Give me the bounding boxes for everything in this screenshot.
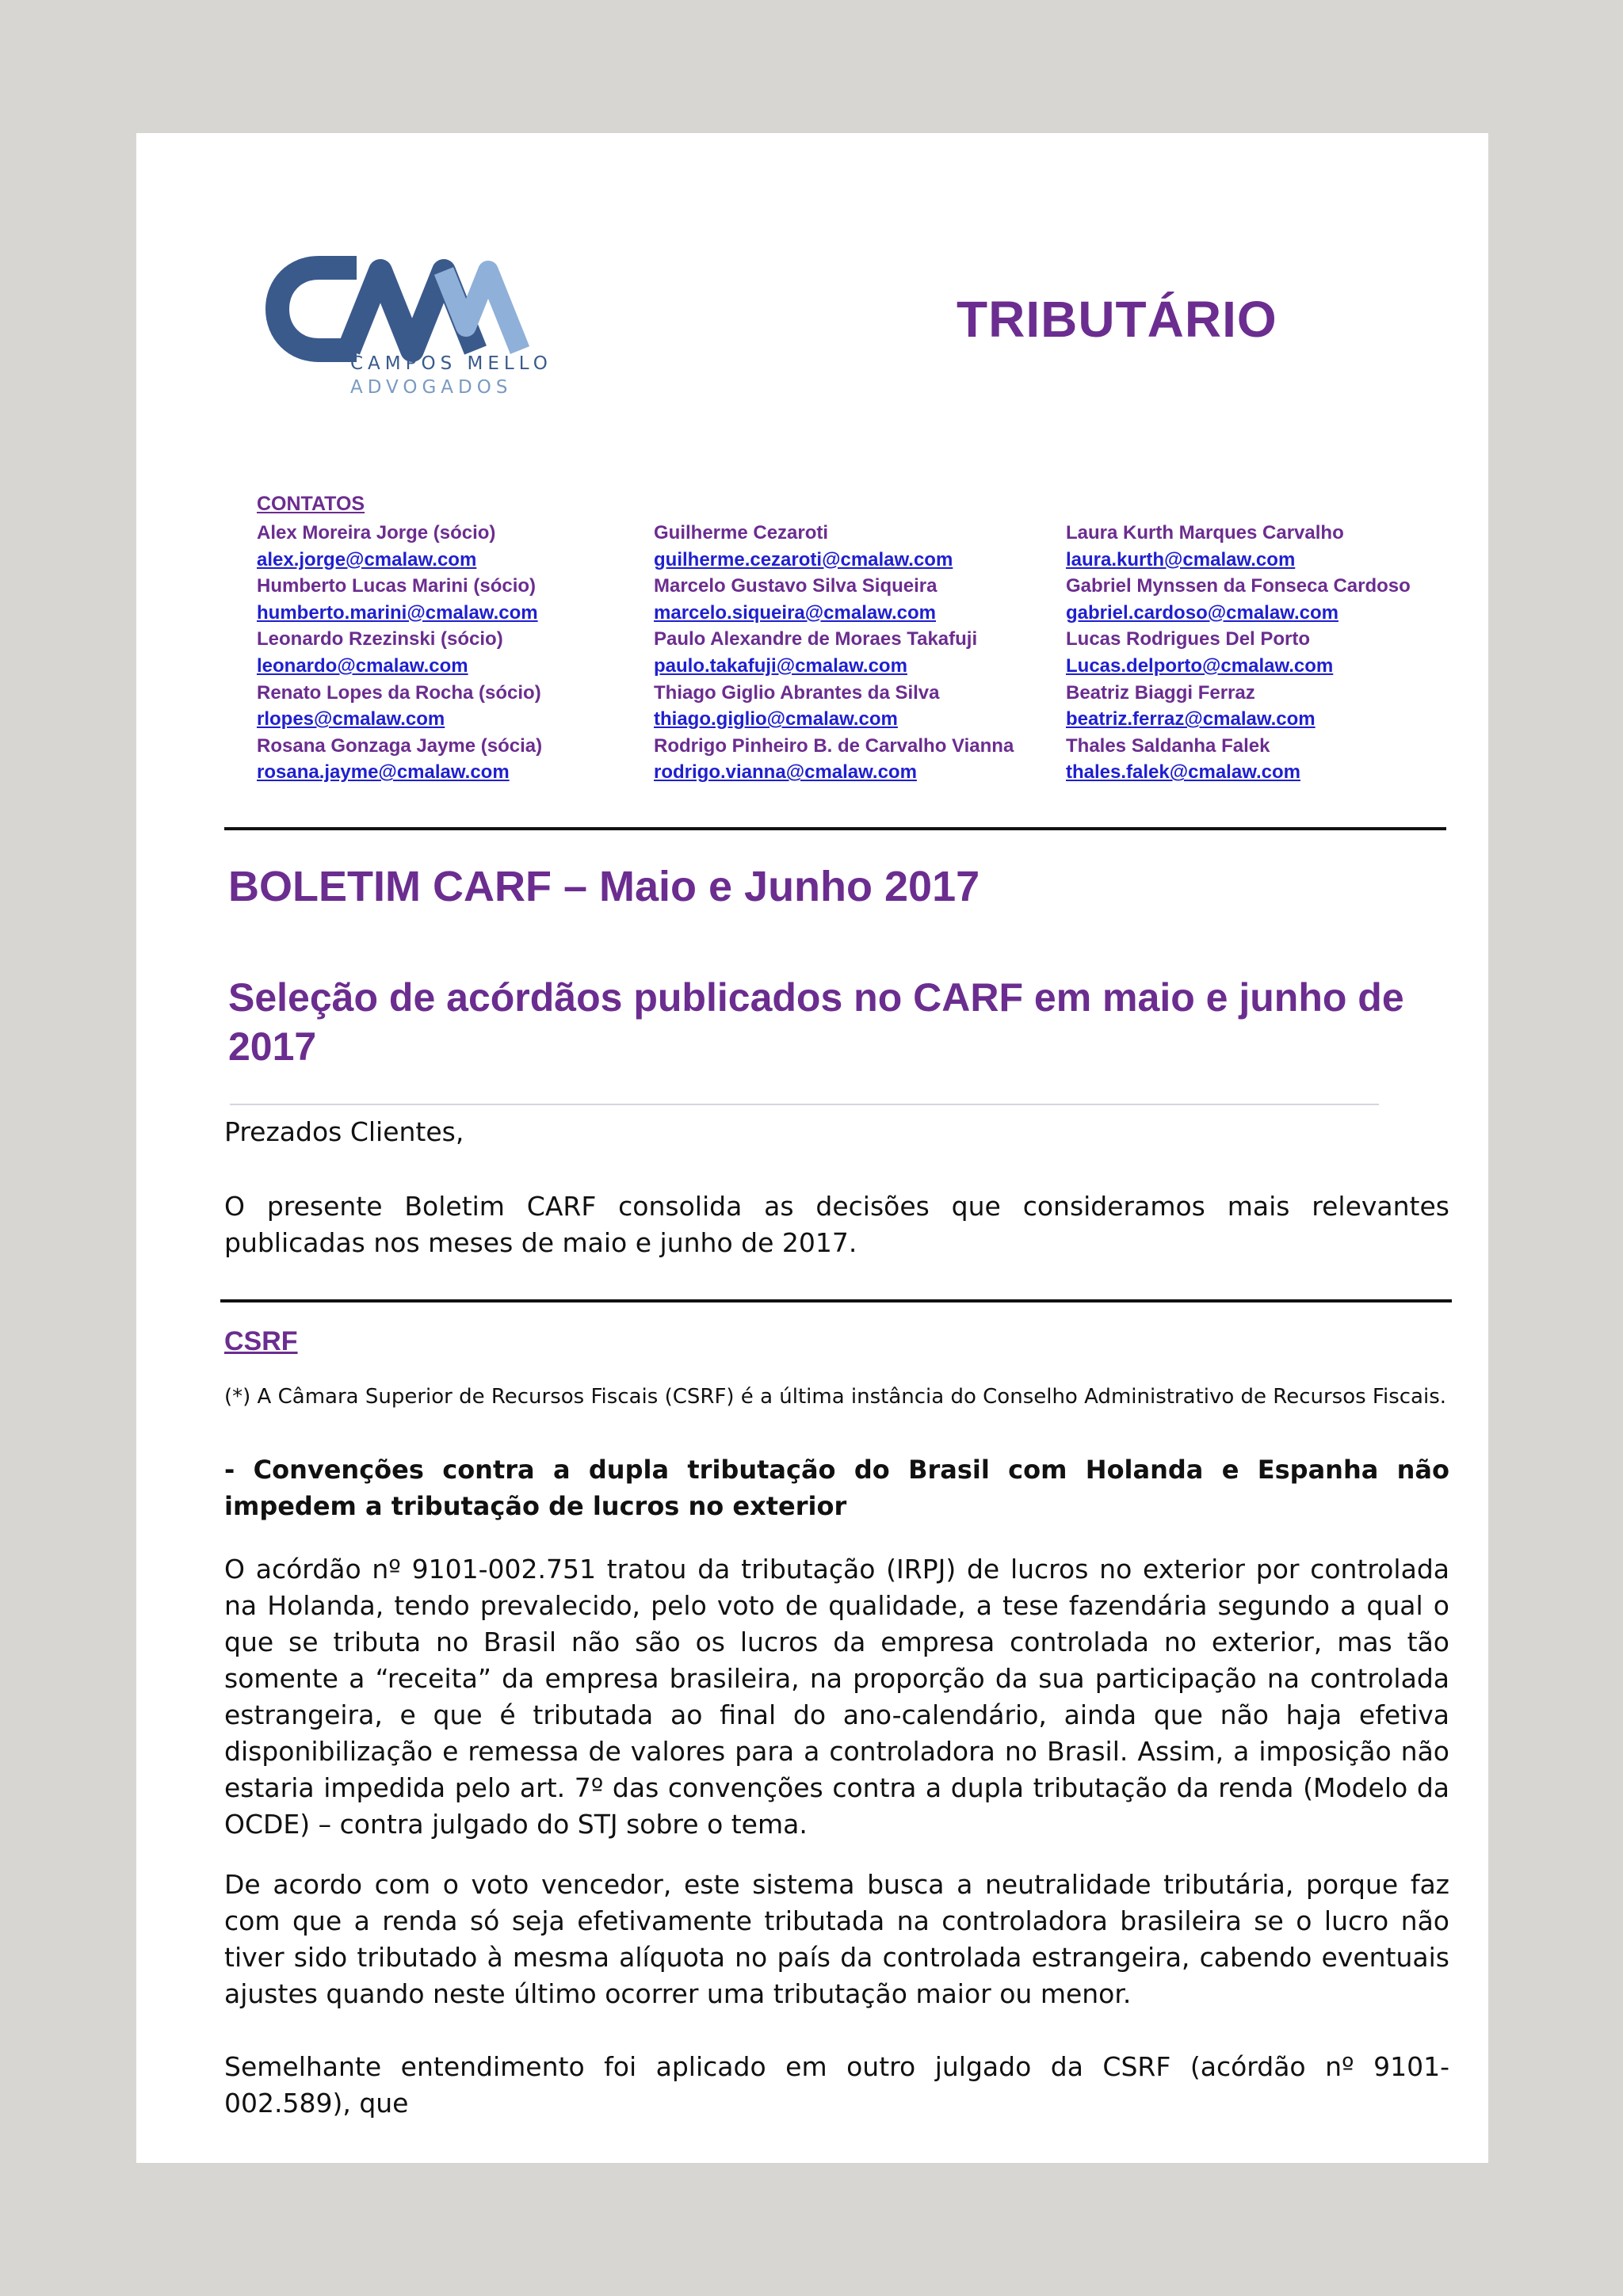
contact-name: Paulo Alexandre de Moraes Takafuji xyxy=(654,628,978,650)
document-page xyxy=(136,133,1488,2163)
contact-name: Gabriel Mynssen da Fonseca Cardoso xyxy=(1066,575,1411,597)
contact-name: Thiago Giglio Abrantes da Silva xyxy=(654,681,940,704)
contact-name: Humberto Lucas Marini (sócio) xyxy=(257,575,537,597)
section-divider xyxy=(220,1299,1452,1302)
intro-paragraph: O presente Boletim CARF consolida as decisões que consideramos mais relevantes publicadas nos meses de maio e junho de 2017. xyxy=(224,1191,1449,1258)
contact-email-link[interactable]: guilherme.cezaroti@cmalaw.com xyxy=(654,548,953,570)
contact-email-link[interactable]: Lucas.delporto@cmalaw.com xyxy=(1066,654,1334,677)
contact-email-link[interactable]: alex.jorge@cmalaw.com xyxy=(257,548,477,570)
contact-name: Rodrigo Pinheiro B. de Carvalho Vianna xyxy=(654,734,1014,757)
contacts-column-1 xyxy=(257,520,637,786)
contact-name: Lucas Rodrigues Del Porto xyxy=(1066,628,1311,650)
contact-email-link[interactable]: rodrigo.vianna@cmalaw.com xyxy=(654,761,917,784)
contacts-column-2 xyxy=(654,520,1034,786)
contact-name: Alex Moreira Jorge (sócio) xyxy=(257,522,496,543)
contact-email-link[interactable]: humberto.marini@cmalaw.com xyxy=(257,601,538,624)
contact-name: Renato Lopes da Rocha (sócio) xyxy=(257,681,541,704)
contact-name: Laura Kurth Marques Carvalho xyxy=(1066,522,1344,543)
contact-email-link[interactable]: leonardo@cmalaw.com xyxy=(257,654,468,677)
contact-name: Rosana Gonzaga Jayme (sócia) xyxy=(257,734,543,757)
logo-wordmark: CAMPOS MELLO xyxy=(350,353,552,374)
contacts-heading: CONTATOS xyxy=(257,493,365,515)
header-divider xyxy=(224,827,1446,830)
bulletin-title: BOLETIM CARF – Maio e Junho 2017 xyxy=(228,863,980,910)
contact-name: Beatriz Biaggi Ferraz xyxy=(1066,681,1255,704)
contact-email-link[interactable]: marcelo.siqueira@cmalaw.com xyxy=(654,601,937,624)
contact-name: Thales Saldanha Falek xyxy=(1066,734,1270,757)
greeting-text: Prezados Clientes, xyxy=(224,1116,464,1147)
contact-email-link[interactable]: gabriel.cardoso@cmalaw.com xyxy=(1066,601,1338,624)
article-paragraph: O acórdão nº 9101-002.751 tratou da tributação (IRPJ) de lucros no exterior por controlada na Holanda, tendo prevalecido, pelo voto de qualidade, a tese fazendária segundo a qual o que se tributa no Brasil não são os lucros da empresa controlada no exterior, mas tão somente a “receita” da empresa brasileira, na proporção da sua participação na controlada estrangeira, e que é tributada ao final do ano-calendário, ainda que não haja efetiva disponibilização e remessa de valores para a controladora no Brasil. Assim, a imposição não estaria impedida pelo art. 7º das convenções contra a dupla tributação da renda (Modelo da OCDE) – contra julgado do STJ sobre o tema. xyxy=(224,1554,1449,1840)
article-paragraph: De acordo com o voto vencedor, este sistema busca a neutralidade tributária, porque faz com que a renda só seja efetivamente tributada na controladora brasileira se o lucro não tiver sido tributado à mesma alíquota no país da controlada estrangeira, cabendo eventuais ajustes quando neste último ocorrer uma tributação maior ou menor. xyxy=(224,1869,1449,2009)
practice-area-title: TRIBUTÁRIO xyxy=(957,291,1277,348)
contact-email-link[interactable]: thales.falek@cmalaw.com xyxy=(1066,761,1300,784)
contact-name: Guilherme Cezaroti xyxy=(654,522,829,543)
contact-email-link[interactable]: laura.kurth@cmalaw.com xyxy=(1066,548,1296,570)
contacts-column-3 xyxy=(1066,520,1446,786)
contact-email-link[interactable]: rosana.jayme@cmalaw.com xyxy=(257,761,510,784)
bulletin-subtitle: Seleção de acórdãos publicados no CARF em maio e junho de 2017 xyxy=(228,975,1404,1069)
contact-name: Marcelo Gustavo Silva Siqueira xyxy=(654,575,938,597)
article-paragraph: Semelhante entendimento foi aplicado em outro julgado da CSRF (acórdão nº 9101-002.589), que xyxy=(224,2051,1449,2119)
logo-tagline: ADVOGADOS xyxy=(350,377,513,398)
article-heading: - Convenções contra a dupla tributação do Brasil com Holanda e Espanha não impedem a tributação de lucros no exterior xyxy=(224,1455,1449,1521)
csrf-footnote: (*) A Câmara Superior de Recursos Fiscais (CSRF) é a última instância do Conselho Administrativo de Recursos Fiscais. xyxy=(224,1385,1447,1409)
contact-email-link[interactable]: paulo.takafuji@cmalaw.com xyxy=(654,654,907,677)
contact-name: Leonardo Rzezinski (sócio) xyxy=(257,628,503,650)
subtitle-divider xyxy=(230,1104,1379,1105)
contact-email-link[interactable]: rlopes@cmalaw.com xyxy=(257,708,445,730)
contact-email-link[interactable]: thiago.giglio@cmalaw.com xyxy=(654,708,898,730)
contact-email-link[interactable]: beatriz.ferraz@cmalaw.com xyxy=(1066,708,1316,730)
csrf-section-heading: CSRF xyxy=(224,1326,298,1356)
